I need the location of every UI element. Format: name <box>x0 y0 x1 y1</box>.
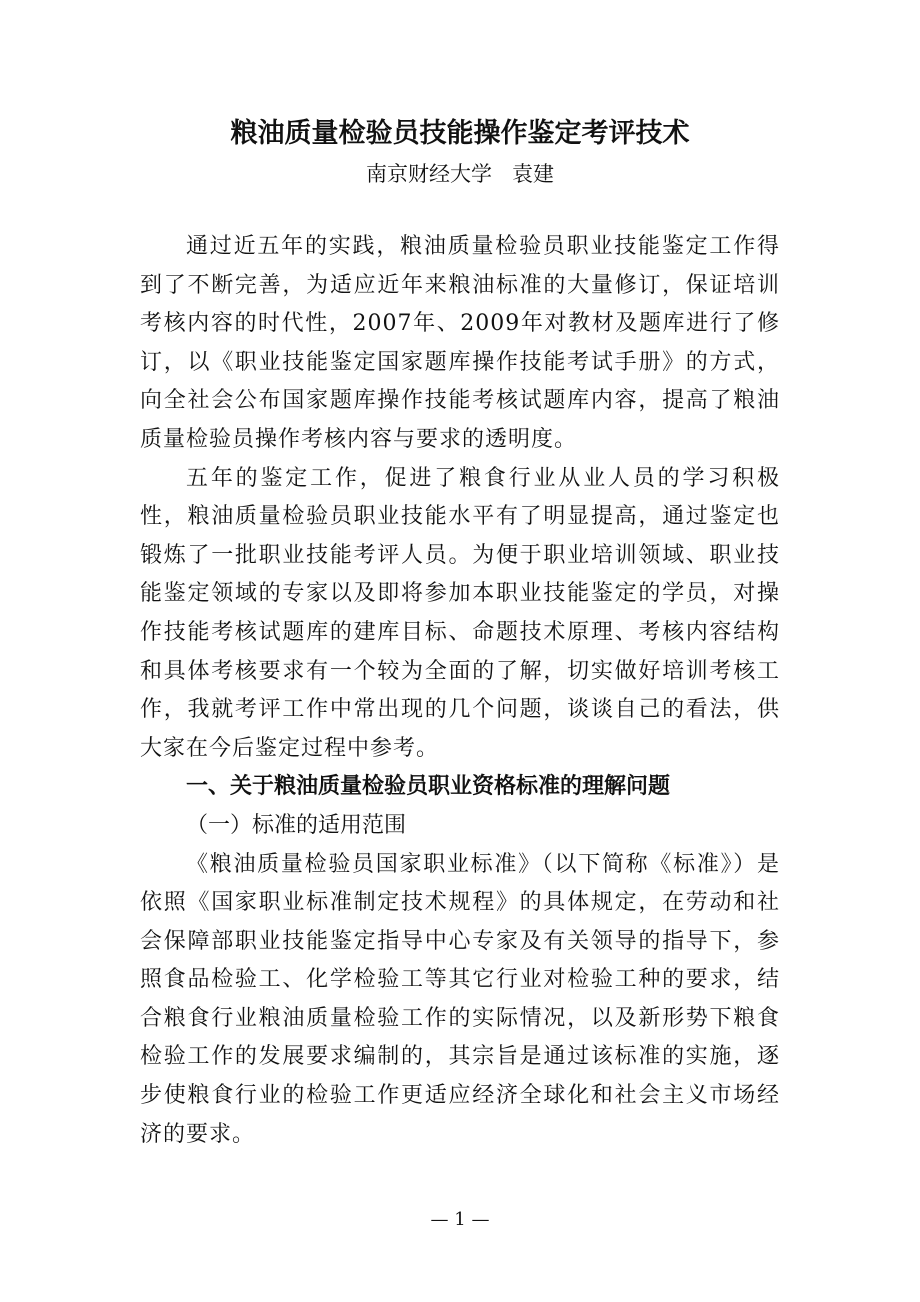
section-heading: 一、关于粮油质量检验员职业资格标准的理解问题 <box>186 774 671 800</box>
body-paragraph-2: 五年的鉴定工作，促进了粮食行业从业人员的学习积极性，粮油质量检验员职业技能水平有了明显提高，通过鉴定也锻炼了一批职业技能考评人员。为便于职业培训领域、职业技能鉴定领域的专家以及即将参加本职业技能鉴定的学员，对操作技能考核试题库的建库目标、命题技术原理、考核内容结构和具体考核要求有一个较为全面的了解，切实做好培训考核工作，我就考评工作中常出现的几个问题，谈谈自己的看法，供大家在今后鉴定过程中参考。 <box>140 465 780 761</box>
document-title: 粮油质量检验员技能操作鉴定考评技术 <box>230 118 690 149</box>
page-number: — 1 — <box>430 1209 490 1230</box>
subsection-heading: （一）标准的适用范围 <box>186 812 407 838</box>
body-paragraph-3: 《粮油质量检验员国家职业标准》（以下简称《标准》）是依照《国家职业标准制定技术规程》的具体规定，在劳动和社会保障部职业技能鉴定指导中心专家及有关领导的指导下，参照食品检验工、化学检验工等其它行业对检验工种的要求，结合粮食行业粮油质量检验工作的实际情况，以及新形势下粮食检验工作的发展要求编制的，其宗旨是通过该标准的实施，逐步使粮食行业的检验工作更适应经济全球化和社会主义市场经济的要求。 <box>140 851 780 1147</box>
author-line: 南京财经大学 袁建 <box>365 162 555 186</box>
document-body <box>140 228 780 1154</box>
body-paragraph-1: 通过近五年的实践，粮油质量检验员职业技能鉴定工作得到了不断完善，为适应近年来粮油标准的大量修订，保证培训考核内容的时代性，2007年、2009年对教材及题库进行了修订，以《职业技能鉴定国家题库操作技能考试手册》的方式，向全社会公布国家题库操作技能考核试题库内容，提高了粮油质量检验员操作考核内容与要求的透明度。 <box>140 234 780 452</box>
